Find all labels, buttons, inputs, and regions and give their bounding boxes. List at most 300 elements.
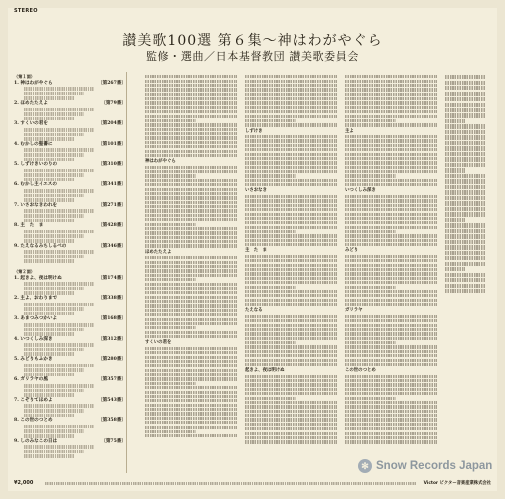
liner-text-line	[145, 179, 237, 182]
track-hymn-number: 〔第204番〕	[98, 121, 126, 127]
track-credit-line	[24, 312, 74, 316]
liner-text-line	[145, 269, 237, 272]
liner-text-line	[345, 75, 437, 78]
track-row	[14, 316, 126, 322]
liner-text-line	[145, 426, 237, 429]
track-credit-line	[24, 259, 74, 263]
track-credit-line	[24, 291, 74, 295]
side-b-label: （第２面）	[14, 268, 35, 274]
track-hymn-number: 〔第346番〕	[98, 243, 126, 249]
liner-text-line	[345, 195, 437, 198]
liner-text-line	[445, 262, 485, 266]
liner-text-line	[245, 281, 337, 284]
liner-text-line	[145, 335, 237, 338]
track-title: 2. 主よ、おわりまで	[14, 295, 58, 301]
liner-text-line	[145, 326, 196, 329]
track-credit-line	[24, 128, 94, 132]
track-credit-line	[24, 328, 84, 332]
track-row	[14, 337, 126, 343]
liner-text-line	[445, 251, 485, 255]
liner-text-line	[345, 324, 437, 327]
liner-text-line	[345, 239, 437, 242]
liner-text-line	[445, 97, 485, 101]
liner-text-line	[145, 205, 237, 208]
liner-text-line	[245, 259, 337, 262]
liner-text-line	[245, 255, 337, 258]
track-title: 5. みどりもふかき	[14, 357, 53, 363]
track-credit-line	[24, 178, 74, 182]
liner-text-line	[145, 136, 237, 139]
liner-text-line	[245, 345, 337, 348]
liner-text-line	[445, 168, 465, 172]
track-hymn-number: 〔第543番〕	[98, 397, 126, 403]
liner-text-line	[445, 103, 485, 107]
liner-text-line	[245, 119, 296, 122]
liner-text-line	[345, 268, 437, 271]
track-hymn-number: 〔第357番〕	[98, 377, 126, 383]
track-credit-line	[24, 373, 74, 377]
liner-text-line	[345, 259, 437, 262]
liner-text-line	[345, 410, 437, 413]
liner-text-line	[245, 324, 337, 327]
liner-text-line	[145, 430, 196, 433]
track-hymn-number: 〔第75番〕	[101, 438, 126, 444]
liner-text-line	[245, 144, 337, 147]
track-title: 8. この世のつとめ	[14, 418, 53, 424]
liner-text-line	[345, 423, 437, 426]
track-credit-line	[24, 158, 74, 162]
liner-text-line	[345, 123, 437, 126]
liner-text-line	[145, 256, 237, 259]
liner-text-line	[245, 88, 337, 91]
liner-text-line	[245, 401, 337, 404]
liner-section-heading: いつくしみ深き	[345, 188, 376, 194]
liner-text-line	[345, 148, 437, 151]
track-title: 9. しのみなこの日は	[14, 438, 58, 444]
liner-text-line	[345, 93, 437, 96]
liner-text-line	[145, 154, 237, 157]
liner-text-line	[345, 432, 437, 435]
liner-text-line	[345, 243, 437, 246]
liner-text-line	[445, 75, 485, 79]
liner-text-line	[245, 230, 296, 233]
liner-text-line	[445, 201, 485, 205]
track-hymn-number: 〔第271番〕	[98, 202, 126, 208]
track-credit-line	[24, 368, 84, 372]
liner-text-line	[145, 227, 237, 230]
liner-text-line	[445, 146, 485, 150]
liner-text-line	[145, 97, 237, 100]
liner-text-line	[445, 190, 485, 194]
liner-text-line	[345, 135, 437, 138]
liner-text-line	[345, 299, 437, 302]
liner-text-line	[145, 313, 237, 316]
liner-text-line	[245, 414, 337, 417]
track-title: 7. いさおなきわれを	[14, 202, 58, 208]
liner-text-line	[445, 135, 485, 139]
liner-text-line	[145, 93, 237, 96]
liner-text-line	[145, 434, 237, 437]
liner-text-line	[445, 284, 485, 288]
liner-text-line	[345, 375, 437, 378]
liner-text-line	[145, 373, 237, 376]
album-subtitle: 監修・選曲／日本基督教団 讃美歌委員会	[146, 50, 359, 63]
track-title: 7. こぞりてほめよ	[14, 397, 53, 403]
stereo-mark: STEREO	[14, 8, 38, 14]
track-hymn-number: 〔第310番〕	[98, 162, 126, 168]
liner-text-line	[245, 328, 337, 331]
liner-text-line	[145, 101, 237, 104]
liner-section-heading: みどり	[345, 248, 359, 254]
track-row	[14, 223, 126, 229]
tracklist	[14, 72, 127, 473]
track-hymn-number: 〔第101番〕	[98, 141, 126, 147]
liner-text-line	[145, 395, 237, 398]
track-row	[14, 357, 126, 363]
liner-text-line	[345, 345, 437, 348]
liner-text-line	[345, 388, 437, 391]
liner-text-line	[145, 166, 237, 169]
liner-text-line	[345, 234, 437, 237]
liner-text-line	[145, 119, 196, 122]
liner-text-line	[245, 179, 337, 182]
liner-text-line	[445, 267, 465, 271]
liner-text-line	[145, 408, 237, 411]
liner-text-line	[145, 231, 237, 234]
track-credit-line	[24, 148, 94, 152]
track-title: 1. 起きよ、夜は明けぬ	[14, 275, 62, 281]
liner-text-line	[145, 278, 196, 281]
liner-section-heading: 起きよ、夜は明けぬ	[245, 368, 285, 374]
track-hymn-number: 〔第428番〕	[98, 223, 126, 229]
track-title: 9. たえなるみちしるべの	[14, 243, 67, 249]
liner-text-line	[245, 234, 337, 237]
track-credit-line	[24, 445, 94, 449]
track-credit-line	[24, 409, 84, 413]
liner-text-line	[345, 157, 437, 160]
liner-text-line	[145, 300, 237, 303]
track-credit-line	[24, 133, 84, 137]
liner-text-line	[145, 412, 237, 415]
liner-text-line	[145, 123, 237, 126]
liner-text-line	[345, 290, 437, 293]
liner-text-line	[245, 440, 337, 443]
liner-text-line	[345, 272, 437, 275]
liner-text-line	[145, 360, 237, 363]
liner-text-line	[145, 192, 237, 195]
track-credit-line	[24, 250, 94, 254]
liner-text-line	[445, 174, 485, 178]
liner-text-line	[445, 240, 485, 244]
liner-text-line	[245, 208, 337, 211]
liner-text-line	[145, 351, 237, 354]
liner-text-line	[445, 141, 485, 145]
track-credit-line	[24, 92, 84, 96]
liner-text-line	[445, 81, 485, 85]
liner-text-line	[445, 223, 485, 227]
liner-text-line	[245, 110, 337, 113]
liner-text-line	[245, 427, 337, 430]
track-hymn-number: 〔第280番〕	[98, 357, 126, 363]
track-hymn-number: 〔第79番〕	[101, 100, 126, 106]
track-credit-line	[24, 425, 94, 429]
track-row	[14, 142, 126, 148]
liner-text-line	[145, 201, 237, 204]
track-row	[14, 101, 126, 107]
liner-text-line	[245, 388, 337, 391]
liner-text-line	[245, 354, 337, 357]
liner-text-line	[345, 199, 437, 202]
track-credit-line	[24, 112, 84, 116]
liner-text-line	[445, 163, 485, 167]
track-credit-line	[24, 384, 94, 388]
liner-text-line	[145, 274, 237, 277]
liner-text-line	[245, 226, 337, 229]
liner-text-line	[345, 153, 437, 156]
track-credit-line	[24, 352, 74, 356]
liner-text-line	[245, 204, 337, 207]
liner-text-line	[145, 291, 237, 294]
track-hymn-number: 〔第267番〕	[98, 80, 126, 86]
track-credit-line	[24, 255, 84, 259]
liner-text-line	[145, 209, 237, 212]
liner-text-line	[445, 124, 485, 128]
liner-section-heading: たえなる	[245, 308, 263, 314]
liner-text-line	[345, 264, 437, 267]
track-credit-line	[24, 282, 94, 286]
liner-text-line	[345, 139, 437, 142]
liner-text-line	[145, 183, 237, 186]
liner-text-line	[445, 152, 485, 156]
liner-text-line	[145, 214, 237, 217]
liner-text-line	[145, 106, 237, 109]
liner-text-line	[345, 170, 437, 173]
liner-text-line	[145, 261, 237, 264]
track-title: 3. あまつみつかいよ	[14, 316, 58, 322]
track-credit-line	[24, 169, 94, 173]
liner-text-line	[145, 218, 237, 221]
liner-text-line	[445, 289, 485, 293]
liner-notes-column-1	[145, 74, 237, 472]
track-hymn-number: 〔第358番〕	[98, 418, 126, 424]
liner-text-line	[345, 213, 437, 216]
track-hymn-number: 〔第312番〕	[98, 336, 126, 342]
liner-text-line	[345, 294, 437, 297]
liner-text-line	[345, 379, 437, 382]
liner-text-line	[245, 135, 337, 138]
liner-text-line	[245, 243, 337, 246]
liner-text-line	[145, 309, 237, 312]
liner-text-line	[345, 337, 437, 340]
liner-text-line	[245, 157, 337, 160]
liner-text-line	[145, 115, 237, 118]
track-row	[14, 162, 126, 168]
liner-section-heading: 主よ	[345, 128, 354, 134]
liner-notes-column-3	[345, 74, 437, 472]
track-title: 8. 主 た ま	[14, 223, 44, 229]
track-credit-line	[24, 414, 74, 418]
track-credit-line	[24, 454, 74, 458]
track-title: 5. しずけきいのりの	[14, 162, 58, 168]
liner-text-line	[145, 377, 237, 380]
liner-text-line	[345, 341, 396, 344]
liner-text-line	[245, 299, 337, 302]
liner-text-line	[245, 75, 337, 78]
track-row	[14, 182, 126, 188]
liner-text-line	[345, 359, 437, 362]
liner-text-line	[445, 278, 485, 282]
track-credit-line	[24, 234, 84, 238]
liner-text-line	[145, 170, 237, 173]
liner-text-line	[245, 410, 337, 413]
track-title: 3. すくいの君を	[14, 121, 48, 127]
liner-text-line	[145, 265, 237, 268]
track-title: 6. ガリラヤの風	[14, 377, 48, 383]
track-credit-line	[24, 450, 84, 454]
liner-text-line	[445, 157, 485, 161]
track-credit-line	[24, 198, 74, 202]
track-title: 4. いつくしみ深き	[14, 336, 53, 342]
liner-section-heading: ガリラヤ	[345, 308, 363, 314]
liner-text-line	[145, 84, 237, 87]
liner-text-line	[445, 207, 485, 211]
liner-text-line	[445, 273, 485, 277]
liner-text-line	[445, 119, 465, 123]
liner-text-line	[445, 86, 485, 90]
liner-section-heading: いさおなき	[245, 188, 267, 194]
track-hymn-number: 〔第174番〕	[98, 275, 126, 281]
liner-text-line	[145, 196, 237, 199]
liner-text-line	[345, 440, 437, 443]
side-a-label: （第１面）	[14, 74, 35, 79]
liner-text-line	[245, 84, 337, 87]
track-row	[14, 276, 126, 282]
liner-text-line	[245, 432, 337, 435]
track-credit-line	[24, 287, 84, 291]
liner-text-line	[245, 379, 337, 382]
liner-text-line	[345, 427, 437, 430]
liner-text-line	[145, 223, 196, 226]
liner-text-line	[345, 161, 437, 164]
liner-text-line	[445, 179, 485, 183]
liner-text-line	[145, 110, 237, 113]
liner-text-line	[245, 436, 337, 439]
track-credit-line	[24, 230, 94, 234]
liner-text-line	[145, 386, 237, 389]
liner-text-line	[245, 350, 337, 353]
liner-text-line	[445, 256, 485, 260]
liner-text-line	[345, 166, 437, 169]
liner-text-line	[345, 230, 396, 233]
liner-text-line	[245, 423, 337, 426]
liner-text-line	[245, 332, 337, 335]
liner-text-line	[445, 113, 485, 117]
liner-section-heading: ほめたたえよ	[145, 249, 172, 255]
liner-text-line	[445, 130, 485, 134]
liner-section-heading: 神はわがやぐら	[145, 159, 176, 165]
liner-text-line	[245, 93, 337, 96]
liner-text-line	[345, 397, 396, 400]
track-title: 4. むかしの聖書に	[14, 141, 53, 147]
liner-text-line	[245, 337, 337, 340]
liner-text-line	[345, 106, 437, 109]
liner-text-line	[145, 132, 237, 135]
liner-text-line	[245, 221, 337, 224]
watermark	[358, 459, 492, 473]
track-credit-line	[24, 209, 94, 213]
liner-text-line	[245, 217, 337, 220]
liner-text-line	[345, 119, 396, 122]
liner-text-line	[145, 145, 237, 148]
liner-text-line	[445, 245, 485, 249]
track-row	[14, 398, 126, 404]
liner-text-line	[245, 418, 337, 421]
liner-text-line	[145, 304, 237, 307]
liner-text-line	[345, 363, 437, 366]
liner-text-line	[145, 296, 237, 299]
liner-text-line	[245, 195, 337, 198]
liner-text-line	[345, 97, 437, 100]
liner-text-line	[245, 341, 296, 344]
liner-text-line	[345, 110, 437, 113]
liner-text-line	[445, 234, 485, 238]
record-label: Victor ビクター音楽産業株式会社	[423, 481, 491, 486]
liner-text-line	[245, 286, 296, 289]
liner-text-line	[445, 92, 485, 96]
liner-notes-column-2	[245, 74, 337, 472]
liner-text-line	[345, 405, 437, 408]
liner-text-line	[145, 236, 237, 239]
track-credit-line	[24, 137, 74, 141]
track-title: 2. ほめたたえよ	[14, 100, 48, 106]
liner-text-line	[245, 148, 337, 151]
price: ¥2,000	[14, 480, 34, 486]
liner-text-line	[145, 88, 237, 91]
liner-text-line	[245, 315, 337, 318]
liner-text-line	[345, 401, 437, 404]
track-credit-line	[24, 393, 74, 397]
liner-text-line	[245, 183, 337, 186]
liner-text-line	[345, 221, 437, 224]
liner-text-line	[145, 174, 196, 177]
liner-text-line	[245, 375, 337, 378]
track-credit-line	[24, 303, 94, 307]
liner-section-heading: すくいの君を	[145, 340, 172, 346]
liner-text-line	[345, 414, 437, 417]
liner-text-line	[145, 399, 237, 402]
liner-notes-column-4	[445, 74, 485, 472]
liner-text-line	[245, 268, 337, 271]
liner-text-line	[345, 226, 437, 229]
liner-text-line	[245, 290, 337, 293]
liner-text-line	[345, 174, 396, 177]
track-credit-line	[24, 173, 84, 177]
liner-text-line	[145, 391, 237, 394]
liner-text-line	[345, 332, 437, 335]
liner-section-heading: 主 た ま	[245, 248, 267, 254]
liner-text-line	[345, 436, 437, 439]
liner-text-line	[245, 272, 337, 275]
liner-text-line	[245, 101, 337, 104]
track-credit-line	[24, 108, 94, 112]
liner-text-line	[145, 75, 237, 78]
liner-text-line	[245, 294, 337, 297]
liner-text-line	[145, 80, 237, 83]
liner-text-line	[345, 88, 437, 91]
liner-text-line	[245, 383, 337, 386]
track-row	[14, 121, 126, 127]
track-credit-line	[24, 404, 94, 408]
